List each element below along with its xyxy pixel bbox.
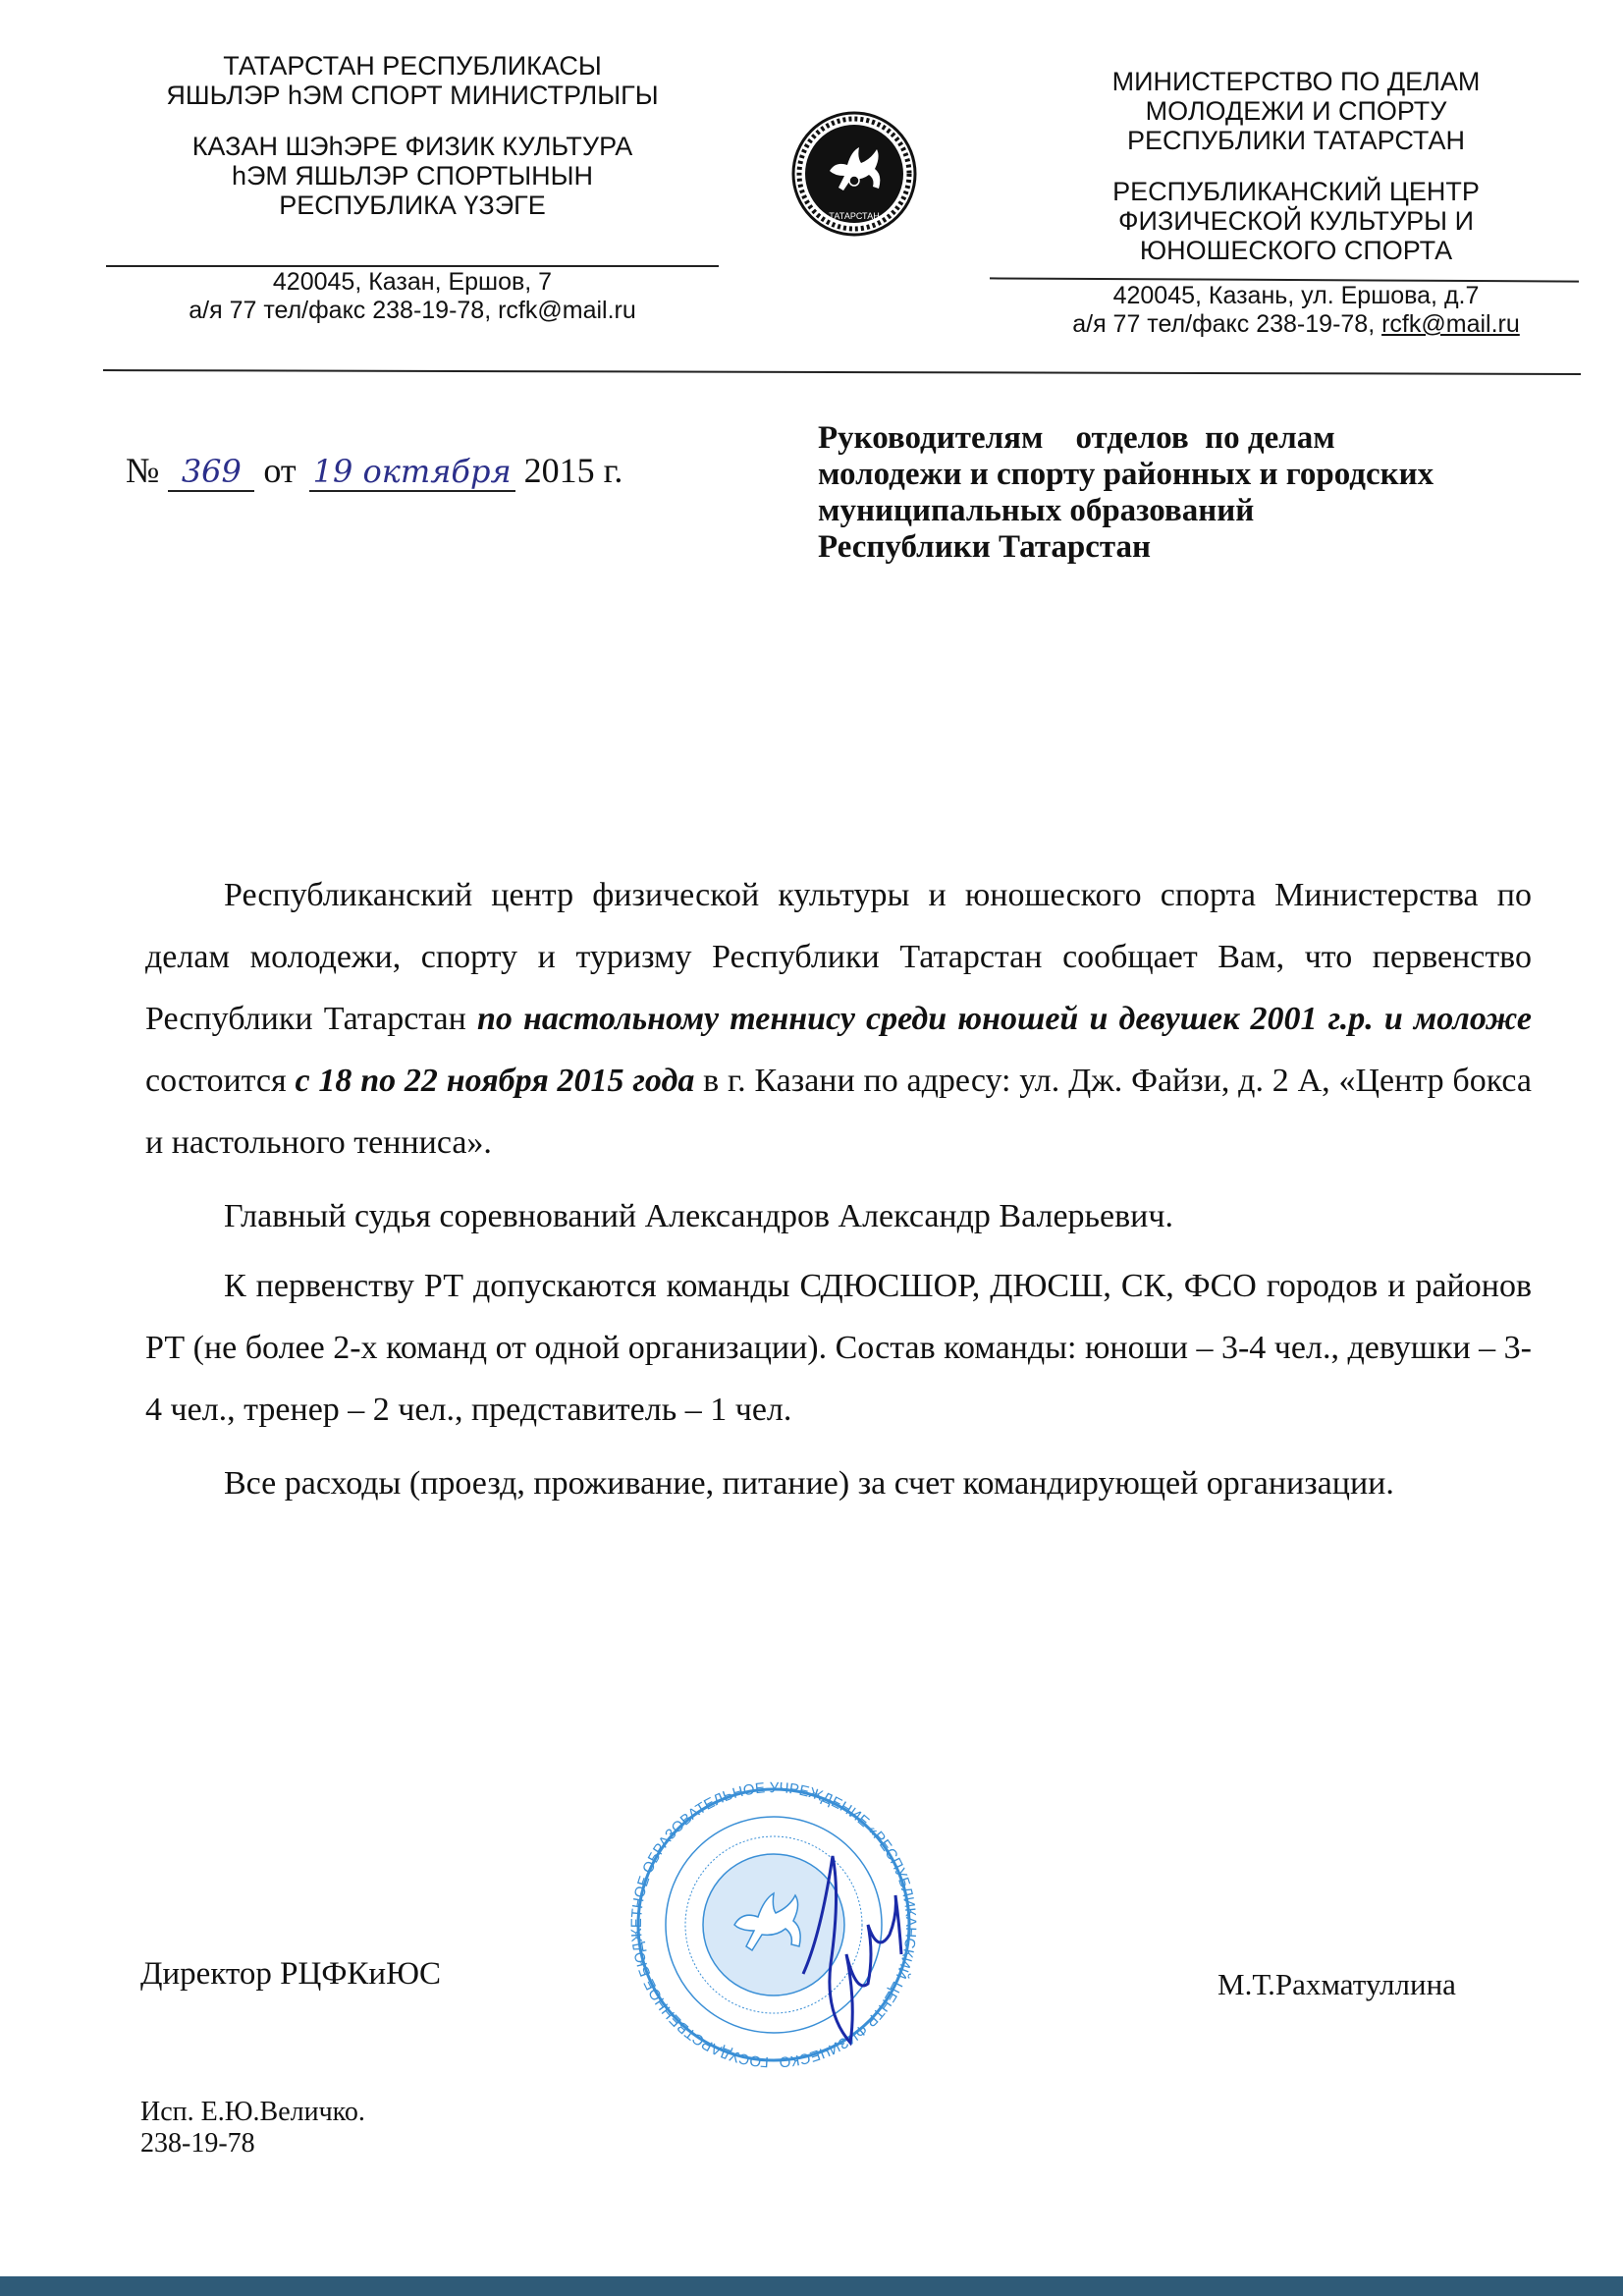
announcement-text: состоится — [145, 1063, 296, 1099]
letterhead-right-address: 420045, Казань, ул. Ершова, д.7 — [1112, 282, 1480, 309]
executor-block — [140, 2097, 365, 2159]
letterhead-right-phone-email — [1001, 310, 1591, 339]
letterhead-right-org-line: РЕСПУБЛИКИ ТАТАРСТАН — [1126, 126, 1466, 155]
from-label: от — [263, 451, 297, 490]
scan-edge-strip — [0, 2276, 1623, 2296]
emblem-caption: ТАТАРСТАН — [829, 211, 880, 221]
letter-body — [145, 864, 1532, 1526]
letterhead-left-contacts — [108, 268, 717, 325]
executor-name: Исп. Е.Ю.Величко. — [140, 2097, 365, 2127]
signatory-name: М.Т.Рахматуллина — [1217, 1967, 1456, 2001]
letterhead-right-sub-line: ЮНОШЕСКОГО СПОРТА — [1139, 236, 1453, 265]
addressee-line: Республики Татарстан — [818, 529, 1152, 565]
stamp-text: ГОСУДАРСТВЕННОЕ БЮДЖЕТНОЕ ОБРАЗОВАТЕЛЬНОЕ УЧРЕЖДЕНИЕ «РЕСПУБЛИКАНСКИЙ ЦЕНТР ФИЗИЧЕСКО — [627, 1779, 920, 2071]
letterhead-right-org-line: МОЛОДЕЖИ И СПОРТУ — [1145, 96, 1447, 126]
document-year: 2015 г. — [523, 451, 623, 490]
event-location: в г. Казани по адресу: ул. Дж. Файзи, д. 2 А, «Центр бокса и настольного тенниса». — [145, 1063, 1532, 1161]
letterhead-right-sub — [1060, 177, 1532, 265]
letterhead-right-phone: а/я 77 тел/факс 238-19-78, — [1072, 310, 1382, 338]
paragraph-chief-judge: Главный судья соревнований Александров Александр Валерьевич. — [224, 1198, 1173, 1234]
paragraph-expenses: Все расходы (проезд, проживание, питание) за счет командирующей организации. — [224, 1465, 1394, 1502]
document-number: 369 — [168, 453, 254, 492]
tatarstan-coat-of-arms-icon — [790, 110, 918, 238]
letterhead-right-sub-line: ФИЗИЧЕСКОЙ КУЛЬТУРЫ И — [1118, 206, 1474, 236]
event-name: по настольному теннису среди юношей и девушек 2001 г.р. и моложе — [476, 1001, 1532, 1037]
number-label: № — [126, 451, 160, 490]
document-reference — [126, 450, 622, 492]
addressee-line: молодежи и спорту районных и городских — [818, 457, 1434, 492]
addressee-block — [818, 420, 1584, 566]
letterhead-left-org-line: ЯШЬЛЭР hЭМ СПОРТ МИНИСТРЛЫГЫ — [166, 81, 659, 110]
event-dates: с 18 по 22 ноября 2015 года — [295, 1063, 695, 1099]
letterhead-right-org-line: МИНИСТЕРСТВО ПО ДЕЛАМ — [1111, 67, 1481, 96]
addressee-line: муниципальных образований — [818, 493, 1255, 528]
addressee-line: Руководителям отделов по делам — [818, 420, 1335, 456]
letterhead-left-rule — [106, 265, 719, 267]
executor-phone: 238-19-78 — [140, 2128, 255, 2159]
letterhead-left — [147, 51, 677, 220]
signatory-title: Директор РЦФКиЮС — [140, 1956, 442, 1992]
letterhead-left-sub-line: hЭМ ЯШЬЛЭР СПОРТЫНЫН — [231, 161, 594, 191]
letterhead-left-org-line: ТАТАРСТАН РЕСПУБЛИКАСЫ — [223, 51, 602, 81]
letterhead-left-address: 420045, Казан, Ершов, 7 — [272, 268, 553, 296]
official-stamp — [617, 1777, 1000, 2102]
email-link[interactable]: rcfk@mail.ru — [1381, 310, 1520, 338]
announcement-text: Республиканский центр физической культуры и юношеского спорта Министерства по делам молодежи, спорту и туризму Республики Татарстан сообщает Вам, что первенство Республики Татарстан — [145, 877, 1532, 1037]
paragraph-announcement — [145, 864, 1532, 1174]
letterhead-left-phone-email: а/я 77 тел/факс 238-19-78, rcfk@mail.ru — [189, 297, 636, 324]
letterhead-right — [1060, 67, 1532, 265]
letterhead-right-contacts — [1001, 282, 1591, 339]
document-date: 19 октября — [309, 453, 515, 492]
letterhead-left-sub — [147, 132, 677, 220]
letterhead-bottom-rule — [103, 369, 1581, 375]
letterhead-left-sub-line: РЕСПУБЛИКА ҮЗЭГЕ — [279, 191, 546, 220]
paragraph-team-composition: К первенству РТ допускаются команды СДЮСШОР, ДЮСШ, СК, ФСО городов и районов РТ (не более 2-х команд от одной организации). Состав команды: юноши – 3-4 чел., девушки – 3-4 чел., тренер – 2 чел., представитель – 1 чел. — [145, 1268, 1532, 1428]
letterhead-left-sub-line: КАЗАН ШЭhЭРЕ ФИЗИК КУЛЬТУРА — [191, 132, 633, 161]
letterhead-right-sub-line: РЕСПУБЛИКАНСКИЙ ЦЕНТР — [1112, 177, 1480, 206]
